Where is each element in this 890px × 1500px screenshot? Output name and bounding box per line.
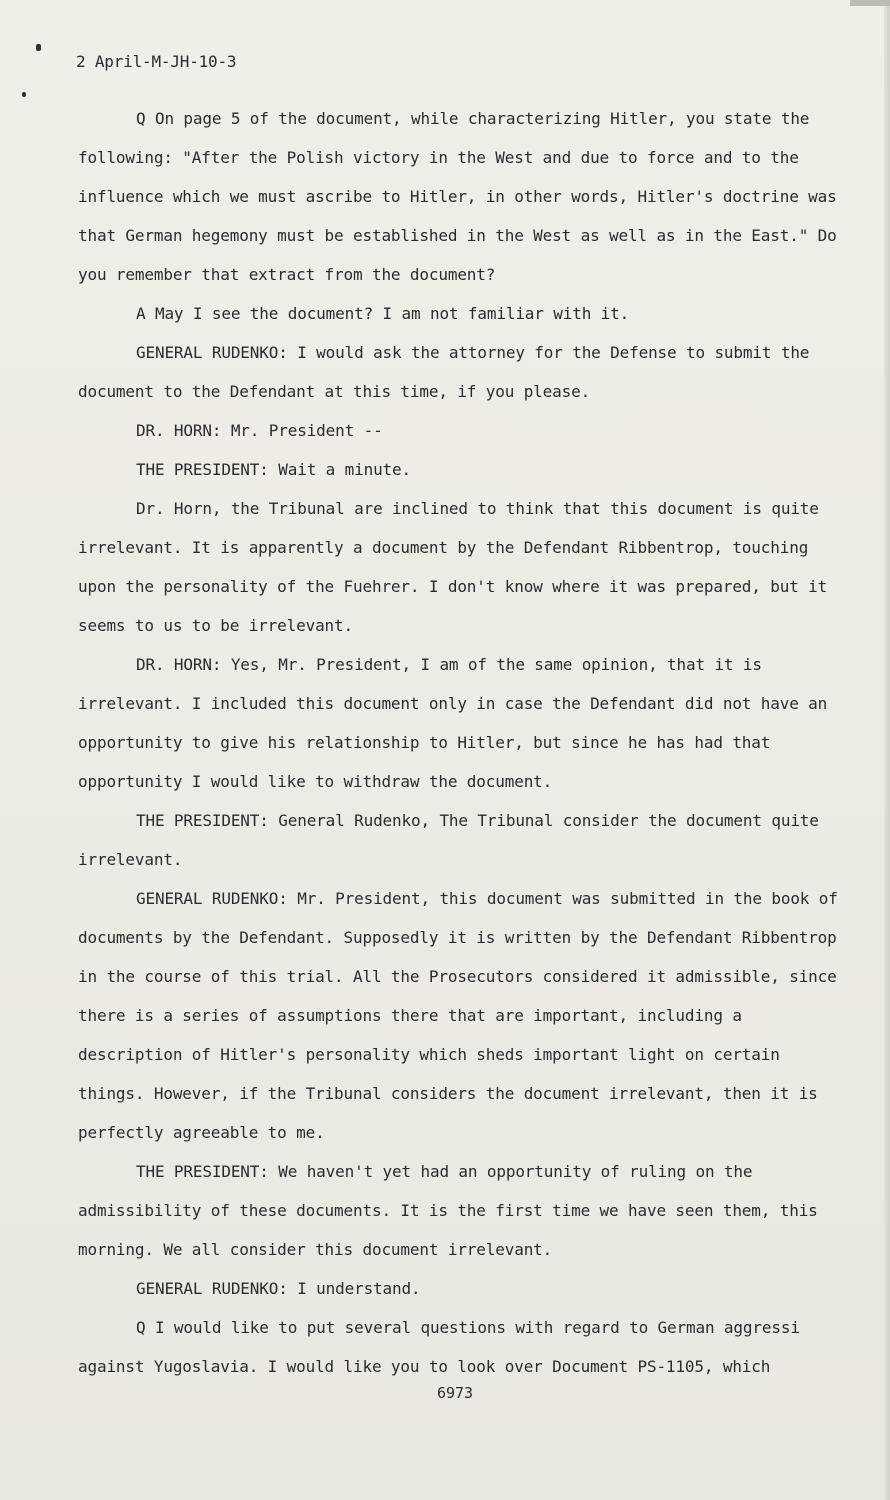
corner-mark [850, 0, 890, 6]
page-edge [884, 0, 890, 1500]
page-number: 6973 [436, 1384, 474, 1402]
transcript-paragraph: A May I see the document? I am not familiar with it. [136, 304, 630, 323]
transcript-paragraph: Q I would like to put several questions with regard to German aggressi against Yugoslavia. I would like you to look over Document PS-1105, which [78, 1318, 800, 1376]
transcript-body [78, 99, 838, 1386]
transcript-paragraph: THE PRESIDENT: General Rudenko, The Tribunal consider the document quite irrelevant. [78, 811, 819, 869]
transcript-paragraph: GENERAL RUDENKO: Mr. President, this document was submitted in the book of documents by the Defendant. Supposedly it is written by the Defendant Ribbentrop in the course of this trial. All the Prosecutors considered it admissible, since there is a series of assumptions there that are important, including a description of Hitler's personality which sheds important light on certain things. However, if the Tribunal considers the document irrelevant, then it is perfectly agreeable to me. [78, 889, 838, 1142]
document-reference: 2 April-M-JH-10-3 [76, 52, 237, 71]
transcript-paragraph: Dr. Horn, the Tribunal are inclined to think that this document is quite irrelevant. It is apparently a document by the Defendant Ribbentrop, touching upon the personality of the Fuehrer. I don't know where it was prepared, but it seems to us to be irrelevant. [78, 499, 828, 635]
transcript-paragraph: GENERAL RUDENKO: I understand. [136, 1279, 421, 1298]
transcript-paragraph: Q On page 5 of the document, while characterizing Hitler, you state the following: "After the Polish victory in the West and due to force and to the influence which we must ascribe to Hitler, in other words, Hitler's doctrine was that German hegemony must be established in the West as well as in the East." Do you remember that extract from the document? [78, 109, 837, 284]
transcript-paragraph: THE PRESIDENT: We haven't yet had an opportunity of ruling on the admissibility of these documents. It is the first time we have seen them, this morning. We all consider this document irrelevant. [78, 1162, 818, 1259]
transcript-paragraph: GENERAL RUDENKO: I would ask the attorney for the Defense to submit the document to the Defendant at this time, if you please. [78, 343, 810, 401]
transcript-paragraph: THE PRESIDENT: Wait a minute. [136, 460, 412, 479]
punch-mark [36, 44, 41, 51]
transcript-paragraph: DR. HORN: Yes, Mr. President, I am of the same opinion, that it is irrelevant. I included this document only in case the Defendant did not have an opportunity to give his relationship to Hitler, but since he has had that opportunity I would like to withdraw the document. [78, 655, 828, 791]
punch-mark [22, 92, 26, 97]
transcript-paragraph: DR. HORN: Mr. President -- [136, 421, 383, 440]
